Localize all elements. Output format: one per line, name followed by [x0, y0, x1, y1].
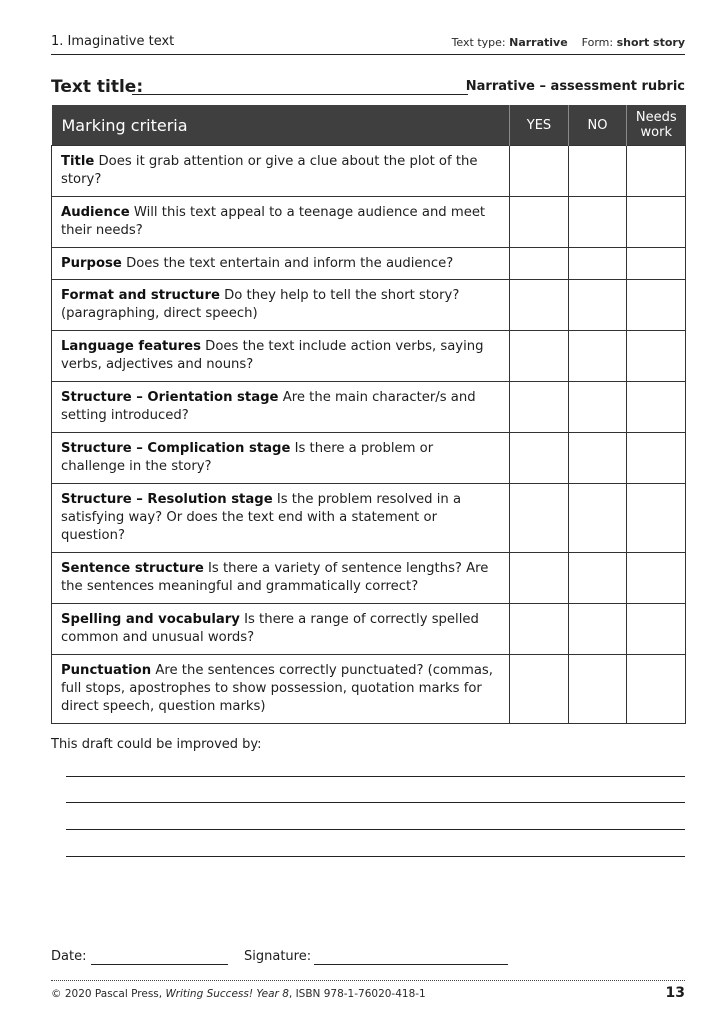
criterion-name: Punctuation: [61, 663, 152, 678]
form-value: short story: [616, 36, 685, 49]
signature-label: Signature:: [244, 949, 312, 964]
needs-work-checkbox-cell[interactable]: [627, 433, 686, 484]
text-type-label: Text type:: [451, 36, 506, 49]
yes-checkbox-cell[interactable]: [510, 382, 569, 433]
improvement-line-1[interactable]: [66, 776, 685, 777]
criterion-name: Title: [61, 154, 95, 169]
no-checkbox-cell[interactable]: [569, 146, 627, 197]
needs-work-header: [627, 105, 686, 146]
no-checkbox-cell[interactable]: [569, 604, 627, 655]
needs-work-checkbox-cell[interactable]: [627, 197, 686, 248]
yes-checkbox-cell[interactable]: [510, 655, 569, 724]
criterion-question: Is there a problem or challenge in the story?: [61, 441, 434, 474]
yes-checkbox-cell[interactable]: [510, 146, 569, 197]
needs-work-header-line2: work: [640, 125, 672, 140]
criterion-question: Is there a range of correctly spelled common and unusual words?: [61, 612, 479, 645]
needs-work-checkbox-cell[interactable]: [627, 655, 686, 724]
yes-checkbox-cell[interactable]: [510, 553, 569, 604]
needs-work-checkbox-cell[interactable]: [627, 382, 686, 433]
footer-divider: [51, 980, 685, 981]
improvement-label: This draft could be improved by:: [51, 737, 262, 752]
section-heading: 1. Imaginative text: [51, 34, 175, 49]
no-checkbox-cell[interactable]: [569, 655, 627, 724]
table-row: [52, 604, 686, 655]
rubric-table: [51, 105, 686, 724]
table-row: [52, 331, 686, 382]
criterion-cell: [52, 280, 510, 331]
yes-header: YES: [510, 105, 569, 146]
criterion-name: Structure – Orientation stage: [61, 390, 279, 405]
table-row: [52, 382, 686, 433]
table-row: [52, 484, 686, 553]
rubric-heading: Narrative – assessment rubric: [465, 79, 685, 94]
criterion-name: Spelling and vocabulary: [61, 612, 240, 627]
criterion-cell: [52, 248, 510, 280]
yes-checkbox-cell[interactable]: [510, 331, 569, 382]
criterion-cell: [52, 146, 510, 197]
criterion-question: Is the problem resolved in a satisfying way? Or does the text end with a statement or question?: [61, 492, 462, 543]
footer-copyright: [51, 988, 426, 1000]
criterion-cell: [52, 484, 510, 553]
needs-work-checkbox-cell[interactable]: [627, 553, 686, 604]
no-checkbox-cell[interactable]: [569, 331, 627, 382]
criterion-cell: [52, 433, 510, 484]
table-row: [52, 553, 686, 604]
criterion-question: Is there a variety of sentence lengths? Are the sentences meaningful and grammatically correct?: [61, 561, 489, 594]
table-row: [52, 248, 686, 280]
isbn-text: , ISBN 978-1-76020-418-1: [288, 988, 426, 1000]
criterion-question: Do they help to tell the short story? (paragraphing, direct speech): [61, 288, 460, 321]
yes-checkbox-cell[interactable]: [510, 197, 569, 248]
yes-checkbox-cell[interactable]: [510, 248, 569, 280]
form-label: Form:: [581, 36, 614, 49]
criterion-question: Does the text include action verbs, saying verbs, adjectives and nouns?: [61, 339, 484, 372]
criterion-name: Format and structure: [61, 288, 220, 303]
needs-work-checkbox-cell[interactable]: [627, 604, 686, 655]
needs-work-checkbox-cell[interactable]: [627, 146, 686, 197]
no-checkbox-cell[interactable]: [569, 382, 627, 433]
table-row: [52, 146, 686, 197]
criterion-name: Language features: [61, 339, 201, 354]
criterion-cell: [52, 604, 510, 655]
criterion-question: Are the main character/s and setting introduced?: [61, 390, 476, 423]
text-type-value: Narrative: [509, 36, 568, 49]
criterion-name: Sentence structure: [61, 561, 204, 576]
criterion-question: Does it grab attention or give a clue about the plot of the story?: [61, 154, 478, 187]
text-title-line[interactable]: [132, 94, 468, 95]
copyright-text: © 2020 Pascal Press,: [51, 988, 163, 1000]
yes-checkbox-cell[interactable]: [510, 280, 569, 331]
table-row: [52, 655, 686, 724]
text-type-info: [452, 36, 685, 49]
book-title: Writing Success! Year 8: [165, 988, 289, 1000]
criterion-cell: [52, 382, 510, 433]
improvement-line-4[interactable]: [66, 856, 685, 857]
improvement-line-2[interactable]: [66, 802, 685, 803]
no-checkbox-cell[interactable]: [569, 248, 627, 280]
yes-checkbox-cell[interactable]: [510, 433, 569, 484]
criterion-name: Audience: [61, 205, 130, 220]
needs-work-checkbox-cell[interactable]: [627, 248, 686, 280]
no-checkbox-cell[interactable]: [569, 553, 627, 604]
needs-work-checkbox-cell[interactable]: [627, 331, 686, 382]
needs-work-checkbox-cell[interactable]: [627, 280, 686, 331]
criterion-question: Are the sentences correctly punctuated? (commas, full stops, apostrophes to show possession, quotation marks for direct speech, question marks): [61, 663, 493, 714]
marking-criteria-header: Marking criteria: [52, 105, 510, 146]
criterion-name: Purpose: [61, 255, 122, 271]
no-checkbox-cell[interactable]: [569, 197, 627, 248]
no-checkbox-cell[interactable]: [569, 280, 627, 331]
date-line[interactable]: [91, 964, 228, 965]
criterion-question: Will this text appeal to a teenage audience and meet their needs?: [61, 205, 486, 238]
no-checkbox-cell[interactable]: [569, 433, 627, 484]
needs-work-checkbox-cell[interactable]: [627, 484, 686, 553]
criterion-question: Does the text entertain and inform the audience?: [126, 255, 454, 271]
table-header-row: [52, 105, 686, 146]
criterion-cell: [52, 553, 510, 604]
yes-checkbox-cell[interactable]: [510, 604, 569, 655]
criterion-cell: [52, 197, 510, 248]
criterion-cell: [52, 331, 510, 382]
criterion-cell: [52, 655, 510, 724]
text-title-label: Text title:: [51, 77, 144, 97]
header-divider: [51, 54, 685, 55]
criterion-name: Structure – Complication stage: [61, 441, 291, 456]
table-row: [52, 433, 686, 484]
criterion-name: Structure – Resolution stage: [61, 492, 273, 507]
table-row: [52, 197, 686, 248]
signature-line[interactable]: [314, 964, 508, 965]
page-number: 13: [665, 985, 685, 1001]
table-row: [52, 280, 686, 331]
no-checkbox-cell[interactable]: [569, 484, 627, 553]
no-header: NO: [569, 105, 627, 146]
improvement-line-3[interactable]: [66, 829, 685, 830]
needs-work-header-line1: Needs: [635, 110, 677, 125]
yes-checkbox-cell[interactable]: [510, 484, 569, 553]
date-label: Date:: [51, 949, 87, 964]
